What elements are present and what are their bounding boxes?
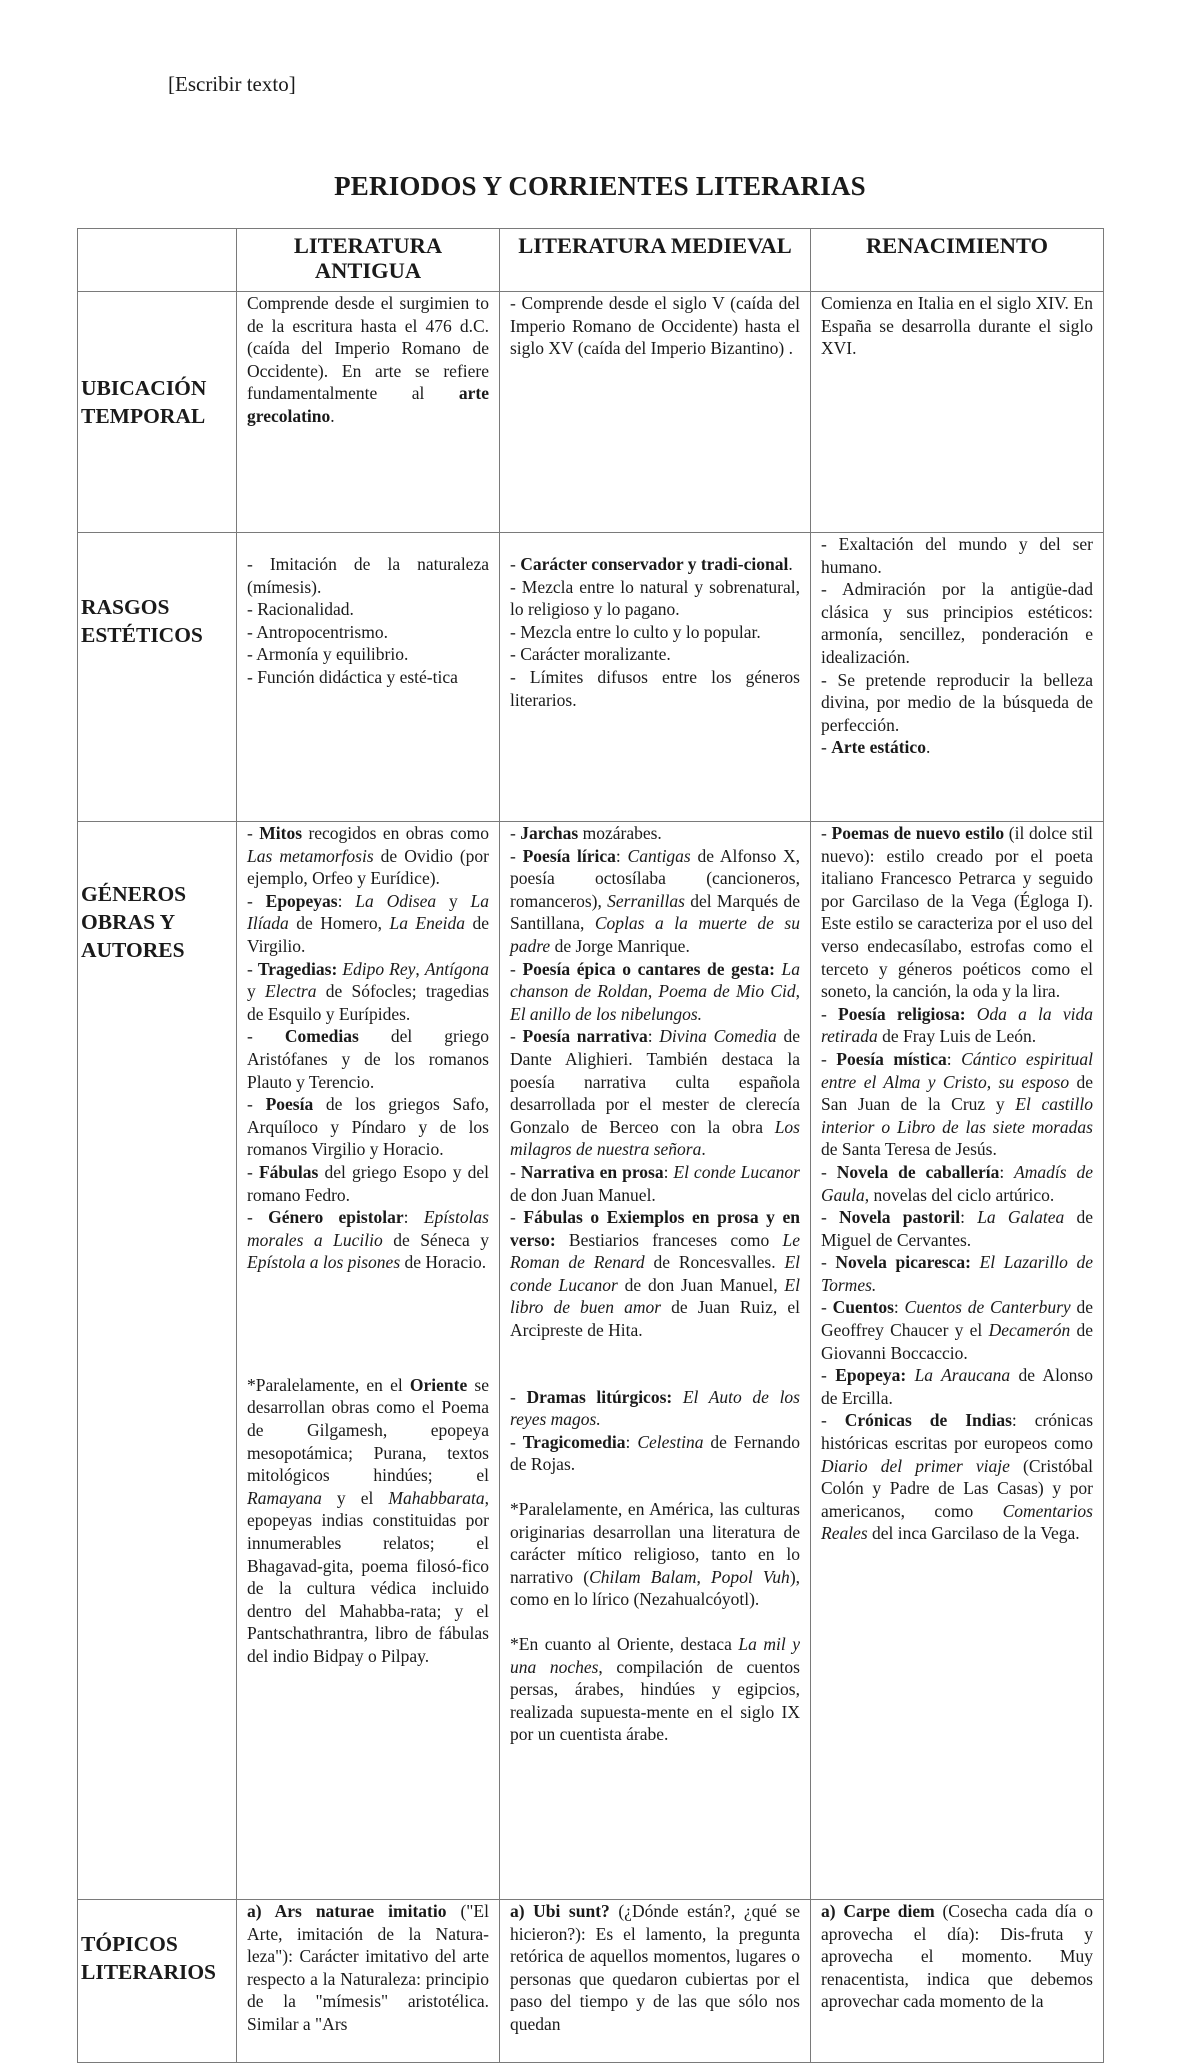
cell-bold-text: a) Ubi sunt? [510,1901,610,1921]
work-title: La Ilíada [247,890,490,934]
spacer [510,1611,800,1633]
work-title: Epístola a los pisones [247,1252,401,1273]
work-title: La Galatea [977,1207,1065,1228]
cell-text: : [999,1161,1015,1182]
cell-text: , [795,981,801,1002]
cell-text: de Juan Ruiz, el Arcipreste de Hita. [510,1297,800,1341]
cell-text: de Virgilio. [247,913,489,956]
cell-rasgos-renacimiento [811,533,1104,822]
cell-bold-text: Poesía religiosa: [838,1003,966,1024]
cell-text: del griego Esopo y del romano Fedro. [247,1161,490,1205]
cell-text: : [403,1207,424,1228]
cell-text: de Fray Luis de León. [877,1026,1037,1047]
work-title: Chilam Balam [589,1566,697,1587]
cell-bold-text: Crónicas de Indias [844,1410,1012,1431]
cell-rasgos-antigua [237,533,500,822]
spacer [510,1476,800,1498]
work-title: Cuentos de Canterbury [904,1297,1071,1318]
cell-text: *Paralelamente, en el [247,1374,410,1395]
cell-bold-text: Poesía mística [836,1048,947,1069]
cell-text: de don Juan Manuel. [510,1184,656,1205]
work-title: Celestina [637,1431,704,1452]
list-item: - Cuentos: Cuentos de Canterbury de Geoffrey Chaucer y el Decamerón de Giovanni Boccaccio. [821,1297,1093,1363]
row-label-generos: GÉNEROS OBRAS Y AUTORES [78,822,237,1900]
cell-generos-antigua [237,822,500,1900]
cell-bold-text: a) Ars naturae imitatio [247,1901,447,1921]
cell-ubicacion-medieval: - Comprende desde el siglo V (caída del Imperio Romano de Occidente) hasta el siglo XV (caída del Imperio Bizantino) . [500,292,811,533]
list-item: - Jarchas mozárabes. [510,823,662,843]
cell-text: de Homero, [288,913,390,934]
table-header-row [78,229,1104,292]
cell-rasgos-medieval [500,533,811,822]
cell-bold-text: Poesía épica o cantares de gesta: [522,958,775,979]
cell-bold-text: Poemas de nuevo estilo [831,823,1005,843]
work-title: Los milagros de nuestra señora [510,1116,800,1160]
table-row [78,533,1104,822]
cell-generos-renacimiento [811,822,1104,1900]
work-title: El libro de buen amor [510,1274,800,1318]
list-item: - Exaltación del mundo y del ser humano. [821,534,1093,577]
cell-text: . [330,405,335,426]
cell-topicos-renacimiento [811,1900,1104,2063]
cell-bold-text: Fábulas o Exiemplos en prosa y en verso: [510,1207,801,1250]
work-title: Epístolas morales a Lucilio [247,1207,489,1250]
cell-text: , compilación de cuentos persas, árabes, hindúes y egipcios, realizada supuesta-mente en el siglo IX por un cuentista árabe. [510,1656,800,1745]
table-row [78,822,1104,1900]
work-title: Electra [264,981,317,1002]
header-placeholder-text: [Escribir texto] [168,72,296,96]
work-title: Diario del primer viaje [821,1455,1010,1476]
cell-text: de San Juan de la Cruz y [821,1071,1093,1115]
list-item: - Poesía épica o cantares de gesta: La chanson de Roldan, Poema de Mio Cid, El anillo de los nibelungos. [510,958,801,1024]
work-title: Le Roman de Renard [510,1229,800,1273]
cell-text: de Geoffrey Chaucer y el [821,1297,1093,1341]
cell-text: : [960,1207,978,1228]
list-item: - Mezcla entre lo natural y sobrenatural, lo religioso y lo pagano. [510,576,800,620]
cell-text: . [701,1139,706,1160]
list-item: - Novela pastoril: La Galatea de Miguel de Cervantes. [821,1207,1093,1250]
work-title: Popol Vuh [710,1566,790,1587]
list-item: - Poesía mística: Cántico espiritual entre el Alma y Cristo, su esposo de San Juan de la Cruz y El castillo interior o Libro de las siete moradas de Santa Teresa de Jesús. [821,1048,1094,1160]
list-item: - Mezcla entre lo culto y lo popular. [510,621,761,642]
cell-text: , novelas del ciclo artúrico. [864,1184,1055,1205]
list-item: - Crónicas de Indias: crónicas históricas escritas por europeos como Diario del primer viaje (Cristóbal Colón y Padre de Las Casas) y por americanos, como Comentarios Reales del inca Garcilaso de la Vega. [821,1410,1093,1544]
cell-bold-text: Oriente [409,1374,468,1395]
cell-text: de Fernando de Rojas. [510,1431,800,1475]
spacer [247,1274,489,1374]
cell-text: (Cristóbal Colón y Padre de Las Casas) y por americanos, como [821,1455,1093,1521]
list-item: - Poesía narrativa: Divina Comedia de Dante Alighieri. También destaca la poesía narrativa culta española desarrollada por el mester de clerecía Gonzalo de Berceo con la obra Los milagros de nuestra señora. [510,1026,800,1160]
spacer [510,1342,800,1364]
cell-text: . [788,554,793,574]
cell-text: Bestiarios franceses como [555,1229,783,1250]
cell-bold-text: Epopeyas [265,890,338,911]
work-title: El castillo interior o Libro de las siete moradas [821,1094,1093,1137]
list-item: - Poesía religiosa: Oda a la vida retirada de Fray Luis de León. [821,1003,1093,1047]
list-item: - Novela picaresca: El Lazarillo de Tormes. [821,1252,1093,1295]
work-title: Serranillas [607,890,685,911]
cell-bold-text: Comedias [284,1026,359,1047]
work-title: La chanson de Roldan [510,958,801,1002]
cell-text: de Séneca y [382,1229,489,1250]
work-title: Cántico espiritual entre el Alma y Cristo, su esposo [821,1048,1094,1092]
cell-text: : [647,1026,660,1047]
list-item: - Narrativa en prosa: El conde Lucanor de don Juan Manuel. [510,1161,800,1205]
list-item: - Se pretende reproducir la belleza divina, por medio de la búsqueda de perfección. [821,669,1093,735]
corner-cell [78,229,237,292]
cell-text: (¿Dónde están?, ¿qué se hicieron?): Es el lamento, la pregunta retórica de aquellos momentos, lugares o personas que quedaron cubiertas por el paso del tiempo y de las que sólo nos quedan [510,1901,800,2034]
cell-text: (Cosecha cada día o aprovecha el día): Dis-fruta y aprovecha el momento. Muy renacentista, indica que debemos aprovechar cada momento de la [821,1901,1093,2012]
work-title: Amadís de Gaula [821,1161,1093,1205]
work-title: La mil y una noches [510,1634,800,1677]
cell-text: de Alfonso X, poesía octosílaba (cancioneros, romanceros), [510,845,801,911]
list-item: - Racionalidad. [247,599,354,620]
work-title: Mahabbarata [388,1487,485,1508]
work-title: La Eneida [389,913,465,934]
list-item [510,1498,800,1611]
list-item: - Poemas de nuevo estilo (il dolce stil nuevo): estilo creado por el poeta italiano Francesco Petrarca y seguido por Garcilaso de la Vega (Égloga I). Este estilo se caracteriza por el uso del verso endecasílabo, estrofas como el terceto y géneros poéticos como el soneto, la canción, la oda y la lira. [821,823,1093,1002]
cell-text: de Santa Teresa de Jesús. [821,1139,997,1160]
list-item: - Función didáctica y esté-tica [247,666,458,687]
work-title: El conde Lucanor [673,1161,800,1182]
cell-text: - [510,554,521,574]
cell-text: : [615,845,628,866]
list-item: - Epopeyas: La Odisea y La Ilíada de Homero, La Eneida de Virgilio. [247,890,490,956]
cell-text: - [821,737,832,758]
work-title: Las metamorfosis [247,845,374,866]
cell-text: *En cuanto al Oriente, destaca [510,1634,739,1654]
work-title: El Auto de los reyes magos. [510,1386,800,1430]
cell-text: : [946,1048,962,1069]
work-title: El Lazarillo de Tormes. [821,1252,1093,1295]
cell-text: : [625,1431,638,1452]
cell-text: y el [321,1487,389,1508]
cell-text: (il dolce stil nuevo): estilo creado por el poeta italiano Francesco Petrarca y seguido por Garcilaso de la Vega (Égloga I). Este estilo se caracteriza por el uso del verso endecasílabo, estrofas como el terceto y géneros poéticos como el soneto, la canción, la oda y la lira. [821,823,1093,1002]
cell-text: y [436,890,471,911]
work-title: La Odisea [355,890,437,911]
cell-bold-text: a) Carpe diem [821,1901,935,1921]
cell-text: , [415,958,425,979]
list-item: - Comedias del griego Aristófanes y de los romanos Plauto y Terencio. [247,1026,489,1092]
row-label-rasgos: RASGOS ESTÉTICOS [78,533,237,822]
cell-text: ("El Arte, imitación de la Natura-leza"): Carácter imitativo del arte respecto a la Naturaleza: principio de la "mímesis" aristotélica. Similar a "Ars [247,1901,489,2034]
list-item: - Armonía y equilibrio. [247,644,409,665]
cell-text: *Paralelamente, en América, las culturas originarias desarrollan una literatura de carácter mítico religioso, tanto en lo narrativo ( [510,1499,800,1587]
cell-bold-text: Mitos [259,823,303,843]
cell-bold-text: Narrativa en prosa [520,1161,664,1182]
cell-bold-text: Fábulas [258,1161,319,1182]
cell-text: , [696,1566,711,1587]
work-title: Divina Comedia [659,1026,777,1047]
cell-ubicacion-renacimiento: Comienza en Italia en el siglo XIV. En España se desarrolla durante el siglo XVI. [811,292,1104,533]
cell-text: de Giovanni Boccaccio. [821,1320,1093,1363]
cell-bold-text: arte grecolatino [247,383,489,426]
work-title: Oda a la vida retirada [821,1003,1093,1047]
cell-text: . [925,737,931,758]
column-header-renacimiento: RENACIMIENTO [811,229,1104,292]
work-title: Comentarios Reales [821,1500,1093,1544]
cell-bold-text: Novela pastoril [839,1207,961,1228]
cell-text: del inca Garcilaso de la Vega. [867,1523,1080,1544]
cell-text: del Marqués de Santillana, [510,890,800,934]
cell-text: de Roncesvalles. [644,1252,785,1273]
cell-text: , epopeyas indias constituidas por innumerables relatos; el Bhagavad-gita, poema filosó-fico de la cultura védica incluido dentro del Mahabba-rata; y el Pantschathrantra, libro de fábulas del indio Bidpay o Pilpay. [247,1487,489,1666]
list-item: - Tragicomedia: Celestina de Fernando de Rojas. [510,1431,800,1475]
cell-bold-text: Jarchas [520,823,579,843]
work-title: Coplas a la muerte de su padre [510,913,800,956]
cell-text: de los griegos Safo, Arquíloco y Píndaro y de los romanos Virgilio y Horacio. [247,1094,490,1160]
cell-bold-text: Tragicomedia [522,1431,626,1452]
cell-bold-text: Novela de caballería [836,1161,1000,1182]
cell-topicos-antigua [237,1900,500,2063]
cell-bold-text: Poesía [265,1094,314,1115]
work-title: La Araucana [914,1365,1011,1386]
list-item: - Fábulas o Exiemplos en prosa y en verso: Bestiarios franceses como Le Roman de Renard de Roncesvalles. El conde Lucanor de don Juan Manuel, El libro de buen amor de Juan Ruiz, el Arcipreste de Hita. [510,1207,801,1341]
cell-text: Comprende desde el surgimien to de la escritura hasta el 476 d.C. (caída del Imperio Romano de Occidente). En arte se refiere fundamentalmente al [247,293,489,404]
table-row [78,292,1104,533]
cell-topicos-medieval [500,1900,811,2063]
list-item: - Carácter moralizante. [510,644,671,665]
cell-bold-text: Poesía lírica [522,845,616,866]
cell-generos-medieval [500,822,811,1900]
cell-bold-text: Cuentos [832,1297,894,1318]
cell-text: : crónicas históricas escritas por europeos como [821,1410,1093,1454]
work-title: Ramayana [247,1487,322,1508]
cell-text: de Miguel de Cervantes. [821,1207,1093,1250]
cell-text: : [893,1297,905,1318]
work-title: Antígona [424,958,489,979]
work-title: Decamerón [988,1320,1071,1341]
work-title: El anillo de los nibelungos. [510,1003,703,1024]
list-item: - Novela de caballería: Amadís de Gaula, novelas del ciclo artúrico. [821,1161,1093,1205]
cell-text: de Jorge Manrique. [550,935,690,956]
cell-text: de Dante Alighieri. También destaca la poesía narrativa culta española desarrollada por el mester de clerecía Gonzalo de Berceo con la obra [510,1026,800,1137]
list-item: - Dramas litúrgicos: El Auto de los reyes magos. [510,1386,800,1430]
work-title: Edipo Rey [342,958,416,979]
cell-bold-text: Dramas litúrgicos: [526,1386,673,1407]
cell-text: : [337,890,356,911]
cell-text: de Ovidio (por ejemplo, Orfeo y Eurídice). [247,845,489,889]
work-title: Cantigas [627,845,691,866]
cell-text: recogidos en obras como [302,823,490,843]
table-row [78,1900,1104,2063]
cell-bold-text: Epopeya: [835,1365,907,1386]
cell-text: y [247,981,265,1002]
list-item: - Fábulas del griego Esopo y del romano Fedro. [247,1161,490,1205]
list-item: - Poesía lírica: Cantigas de Alfonso X, poesía octosílaba (cancioneros, romanceros), Serranillas del Marqués de Santillana, Coplas a la muerte de su padre de Jorge Manrique. [510,845,801,956]
list-item [510,553,800,576]
work-title: El conde Lucanor [510,1252,801,1295]
list-item: - Tragedias: Edipo Rey, Antígona y Electra de Sófocles; tragedias de Esquilo y Eurípides. [247,958,490,1024]
cell-bold-text: Género epistolar [268,1207,404,1228]
list-item: - Mitos recogidos en obras como Las metamorfosis de Ovidio (por ejemplo, Orfeo y Eurídice). [247,823,490,889]
list-item: - Poesía de los griegos Safo, Arquíloco y Píndaro y de los romanos Virgilio y Horacio. [247,1094,490,1160]
literary-periods-table [77,228,1104,2063]
cell-text: mozárabes. [578,823,662,843]
cell-text: de Sófocles; tragedias de Esquilo y Eurípides. [247,981,490,1024]
page-title: PERIODOS Y CORRIENTES LITERARIAS [334,171,866,201]
list-item: - Epopeya: La Araucana de Alonso de Ercilla. [821,1365,1093,1408]
list-item: - Límites difusos entre los géneros literarios. [510,666,800,710]
work-title: Poema de Mio Cid [658,981,796,1002]
list-item: - Antropocentrismo. [247,621,388,642]
cell-text: de Alonso de Ercilla. [821,1365,1093,1408]
cell-text: ), como en lo lírico (Nezahualcóyotl). [510,1566,801,1610]
list-item [510,1633,800,1746]
cell-text: de Horacio. [400,1252,487,1273]
column-header-antigua: LITERATURA ANTIGUA [237,229,500,292]
list-item: - Admiración por la antigüe-dad clásica y sus principios estéticos: armonía, sencillez, ponderación e idealización. [821,579,1093,667]
cell-text: de don Juan Manuel, [617,1274,785,1295]
cell-ubicacion-antigua [237,292,500,533]
cell-text: , [647,981,659,1002]
cell-bold-text: Tragedias: [257,958,338,979]
row-label-topicos: TÓPICOS LITERARIOS [78,1900,237,2063]
cell-bold-text: Novela picaresca: [835,1252,971,1273]
list-item [247,1374,489,1668]
column-header-medieval: LITERATURA MEDIEVAL [500,229,811,292]
list-item: - Imitación de la naturaleza (mímesis). [247,554,489,597]
list-item [821,736,1093,759]
list-item: - Género epistolar: Epístolas morales a Lucilio de Séneca y Epístola a los pisones de Horacio. [247,1207,489,1273]
spacer [510,1364,800,1386]
cell-bold-text: Poesía narrativa [522,1026,648,1047]
row-label-ubicacion: UBICACIÓN TEMPORAL [78,292,237,533]
cell-text: del griego Aristófanes y de los romanos Plauto y Terencio. [247,1026,489,1092]
cell-text: se desarrollan obras como el Poema de Gilgamesh, epopeya mesopotámica; Purana, textos mitológicos hindúes; el [247,1374,489,1486]
cell-bold-text: Arte estático [831,737,926,758]
cell-text: : [663,1161,674,1182]
cell-bold-text: Carácter conservador y tradi-cional [520,554,789,574]
